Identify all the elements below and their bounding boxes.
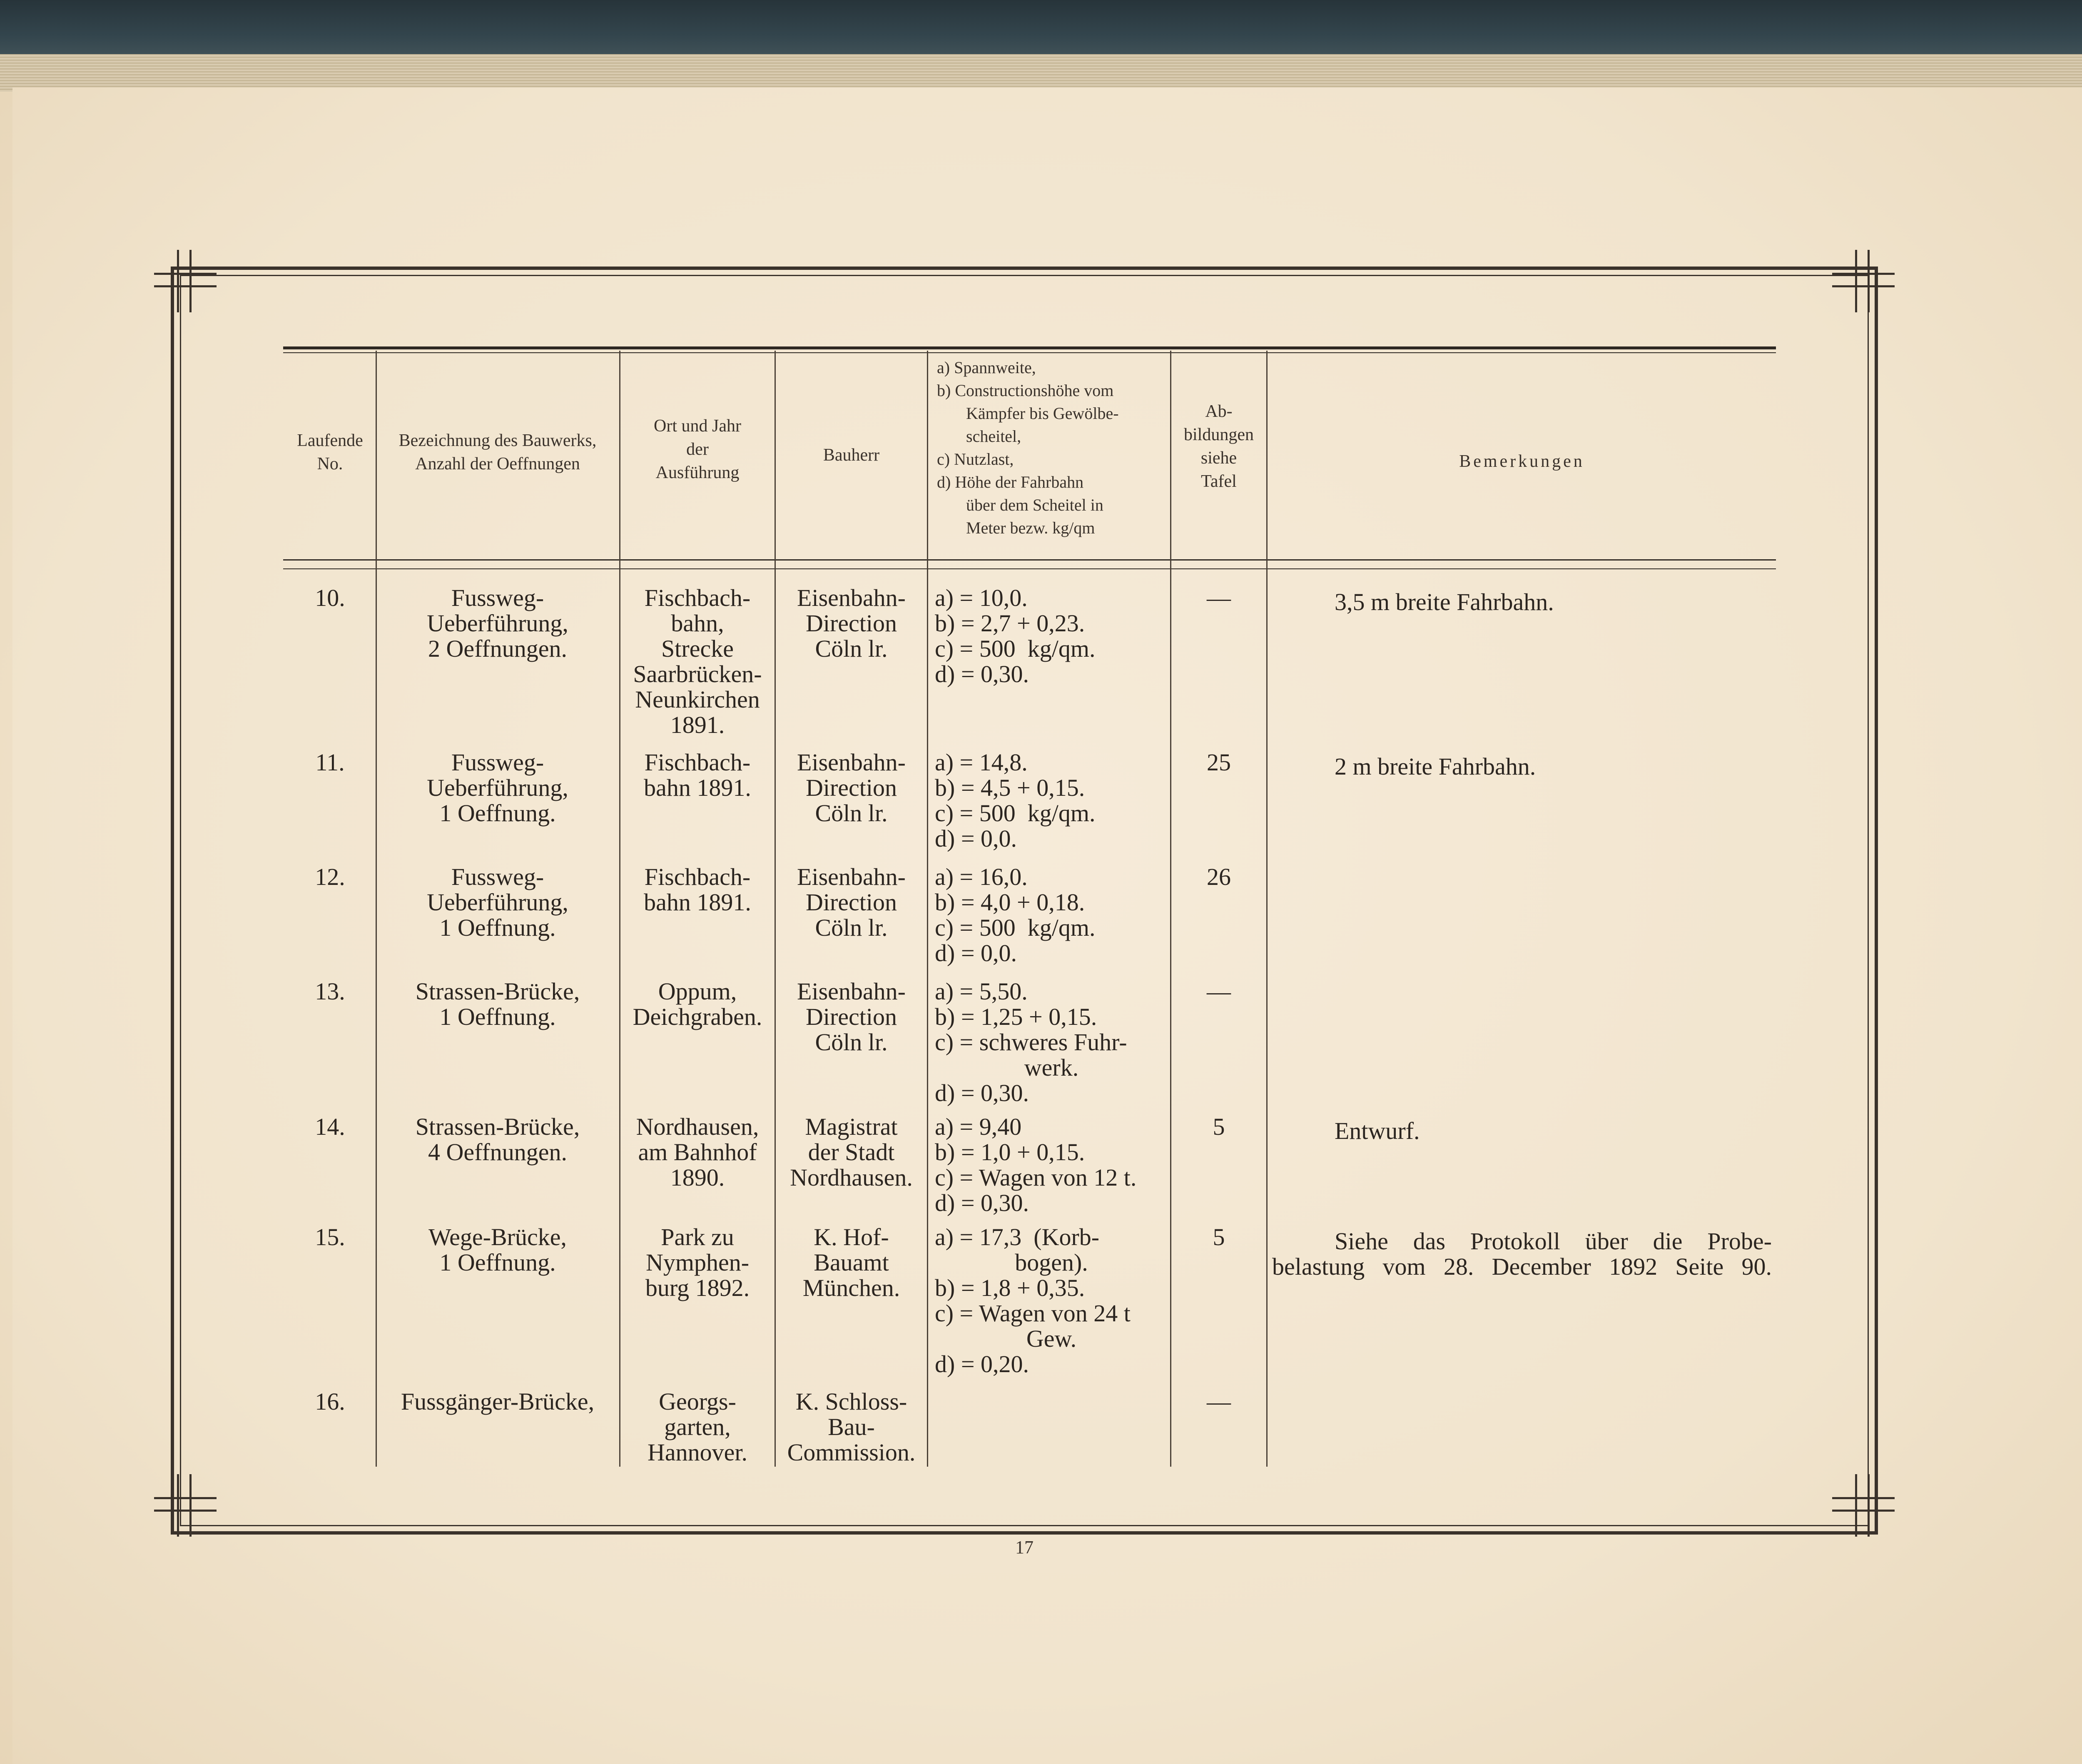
- row-12-bauwerk: Fussweg- Ueberführung, 1 Oeffnung.: [427, 863, 568, 941]
- row-15-bemerkungen: Siehe das Protokoll über die Probe- belastung vom 28. December 1892 Seite 90.: [1272, 1228, 1772, 1280]
- row-15-tafel: 5: [1213, 1223, 1225, 1251]
- header-masse: a) Spannweite, b) Constructionshöhe vom Kämpfer bis Gewölbe- scheitel, c) Nutzlast, d) Höhe der Fahrbahn über dem Scheitel in Meter bezw. kg/qm: [937, 358, 1119, 537]
- row-12-no: 12.: [315, 863, 345, 890]
- row-12-ort: Fischbach- bahn 1891.: [644, 863, 751, 916]
- row-13-masse: a) = 5,50. b) = 1,25 + 0,15. c) = schweres Fuhr- werk. d) = 0,30.: [935, 978, 1127, 1106]
- row-15-masse: a) = 17,3 (Korb- bogen). b) = 1,8 + 0,35. c) = Wagen von 24 t Gew. d) = 0,20.: [935, 1223, 1131, 1378]
- row-15-bauwerk: Wege-Brücke, 1 Oeffnung.: [428, 1223, 567, 1276]
- row-13-bauwerk: Strassen-Brücke, 1 Oeffnung.: [415, 978, 580, 1030]
- row-14-no: 14.: [315, 1113, 345, 1140]
- row-11-no: 11.: [315, 749, 345, 776]
- frame-corner-ornament-br: [1832, 1474, 1895, 1537]
- row-14-bauwerk: Strassen-Brücke, 4 Oeffnungen.: [415, 1113, 580, 1166]
- row-10-tafel: —: [1207, 584, 1231, 611]
- row-10-bauherr: Eisenbahn- Direction Cöln lr.: [797, 584, 906, 662]
- table-top-rule: [283, 346, 1776, 349]
- row-11-bauwerk: Fussweg- Ueberführung, 1 Oeffnung.: [427, 749, 568, 827]
- row-15-ort: Park zu Nymphen- burg 1892.: [645, 1223, 750, 1301]
- row-10-no: 10.: [315, 584, 345, 611]
- row-10-masse: a) = 10,0. b) = 2,7 + 0,23. c) = 500 kg/qm. d) = 0,30.: [935, 584, 1096, 688]
- frame-corner-ornament-tl: [154, 250, 217, 312]
- row-13-no: 13.: [315, 978, 345, 1005]
- row-15-bauherr: K. Hof- Bauamt München.: [802, 1223, 900, 1301]
- row-14-tafel: 5: [1213, 1113, 1225, 1140]
- page-number: 17: [1015, 1537, 1034, 1557]
- column-divider-6: [1266, 351, 1268, 1467]
- row-16-bauherr: K. Schloss- Bau- Commission.: [787, 1388, 916, 1466]
- row-13-tafel: —: [1207, 978, 1231, 1005]
- row-12-masse: a) = 16,0. b) = 4,0 + 0,18. c) = 500 kg/qm. d) = 0,0.: [935, 863, 1096, 967]
- row-14-bemerkungen: Entwurf.: [1335, 1117, 1420, 1144]
- row-10-bauwerk: Fussweg- Ueberführung, 2 Oeffnungen.: [427, 584, 568, 662]
- header-bottom-rule-thin: [283, 568, 1776, 569]
- column-divider-4: [927, 351, 928, 1467]
- header-bezeichnung: Bezeichnung des Bauwerks, Anzahl der Oeffnungen: [398, 431, 597, 473]
- row-10-bemerkungen: 3,5 m breite Fahrbahn.: [1335, 588, 1554, 615]
- row-14-ort: Nordhausen, am Bahnhof 1890.: [636, 1113, 759, 1191]
- frame-corner-ornament-bl: [154, 1474, 217, 1537]
- row-14-masse: a) = 9,40 b) = 1,0 + 0,15. c) = Wagen von 12 t. d) = 0,30.: [935, 1113, 1137, 1216]
- row-16-bauwerk: Fussgänger-Brücke,: [401, 1388, 595, 1415]
- header-bottom-rule: [283, 559, 1776, 561]
- column-divider-5: [1170, 351, 1171, 1467]
- row-12-tafel: 26: [1207, 863, 1231, 890]
- frame-corner-ornament-tr: [1832, 250, 1895, 312]
- row-11-masse: a) = 14,8. b) = 4,5 + 0,15. c) = 500 kg/qm. d) = 0,0.: [935, 749, 1096, 852]
- header-ort-und-jahr: Ort und Jahr der Ausführung: [654, 416, 741, 482]
- row-12-bauherr: Eisenbahn- Direction Cöln lr.: [797, 863, 906, 941]
- row-16-ort: Georgs- garten, Hannover.: [648, 1388, 747, 1466]
- row-15-no: 15.: [315, 1223, 345, 1251]
- header-bemerkungen: Bemerkungen: [1459, 452, 1585, 471]
- row-13-ort: Oppum, Deichgraben.: [633, 978, 762, 1030]
- row-16-tafel: —: [1207, 1388, 1231, 1415]
- row-14-bauherr: Magistrat der Stadt Nordhausen.: [790, 1113, 913, 1191]
- row-11-tafel: 25: [1207, 749, 1231, 776]
- row-11-ort: Fischbach- bahn 1891.: [644, 749, 751, 801]
- page-edges: [0, 54, 2082, 92]
- header-laufende-no: Laufende No.: [297, 431, 363, 473]
- row-11-bemerkungen: 2 m breite Fahrbahn.: [1335, 753, 1536, 780]
- row-11-bauherr: Eisenbahn- Direction Cöln lr.: [797, 749, 906, 827]
- row-10-ort: Fischbach- bahn, Strecke Saarbrücken- Neunkirchen 1891.: [633, 584, 762, 738]
- header-bauherr: Bauherr: [823, 446, 880, 465]
- header-abbildungen-tafel: Ab- bildungen siehe Tafel: [1184, 402, 1254, 491]
- table-top-rule-thin: [283, 352, 1776, 353]
- row-16-no: 16.: [315, 1388, 345, 1415]
- row-13-bauherr: Eisenbahn- Direction Cöln lr.: [797, 978, 906, 1056]
